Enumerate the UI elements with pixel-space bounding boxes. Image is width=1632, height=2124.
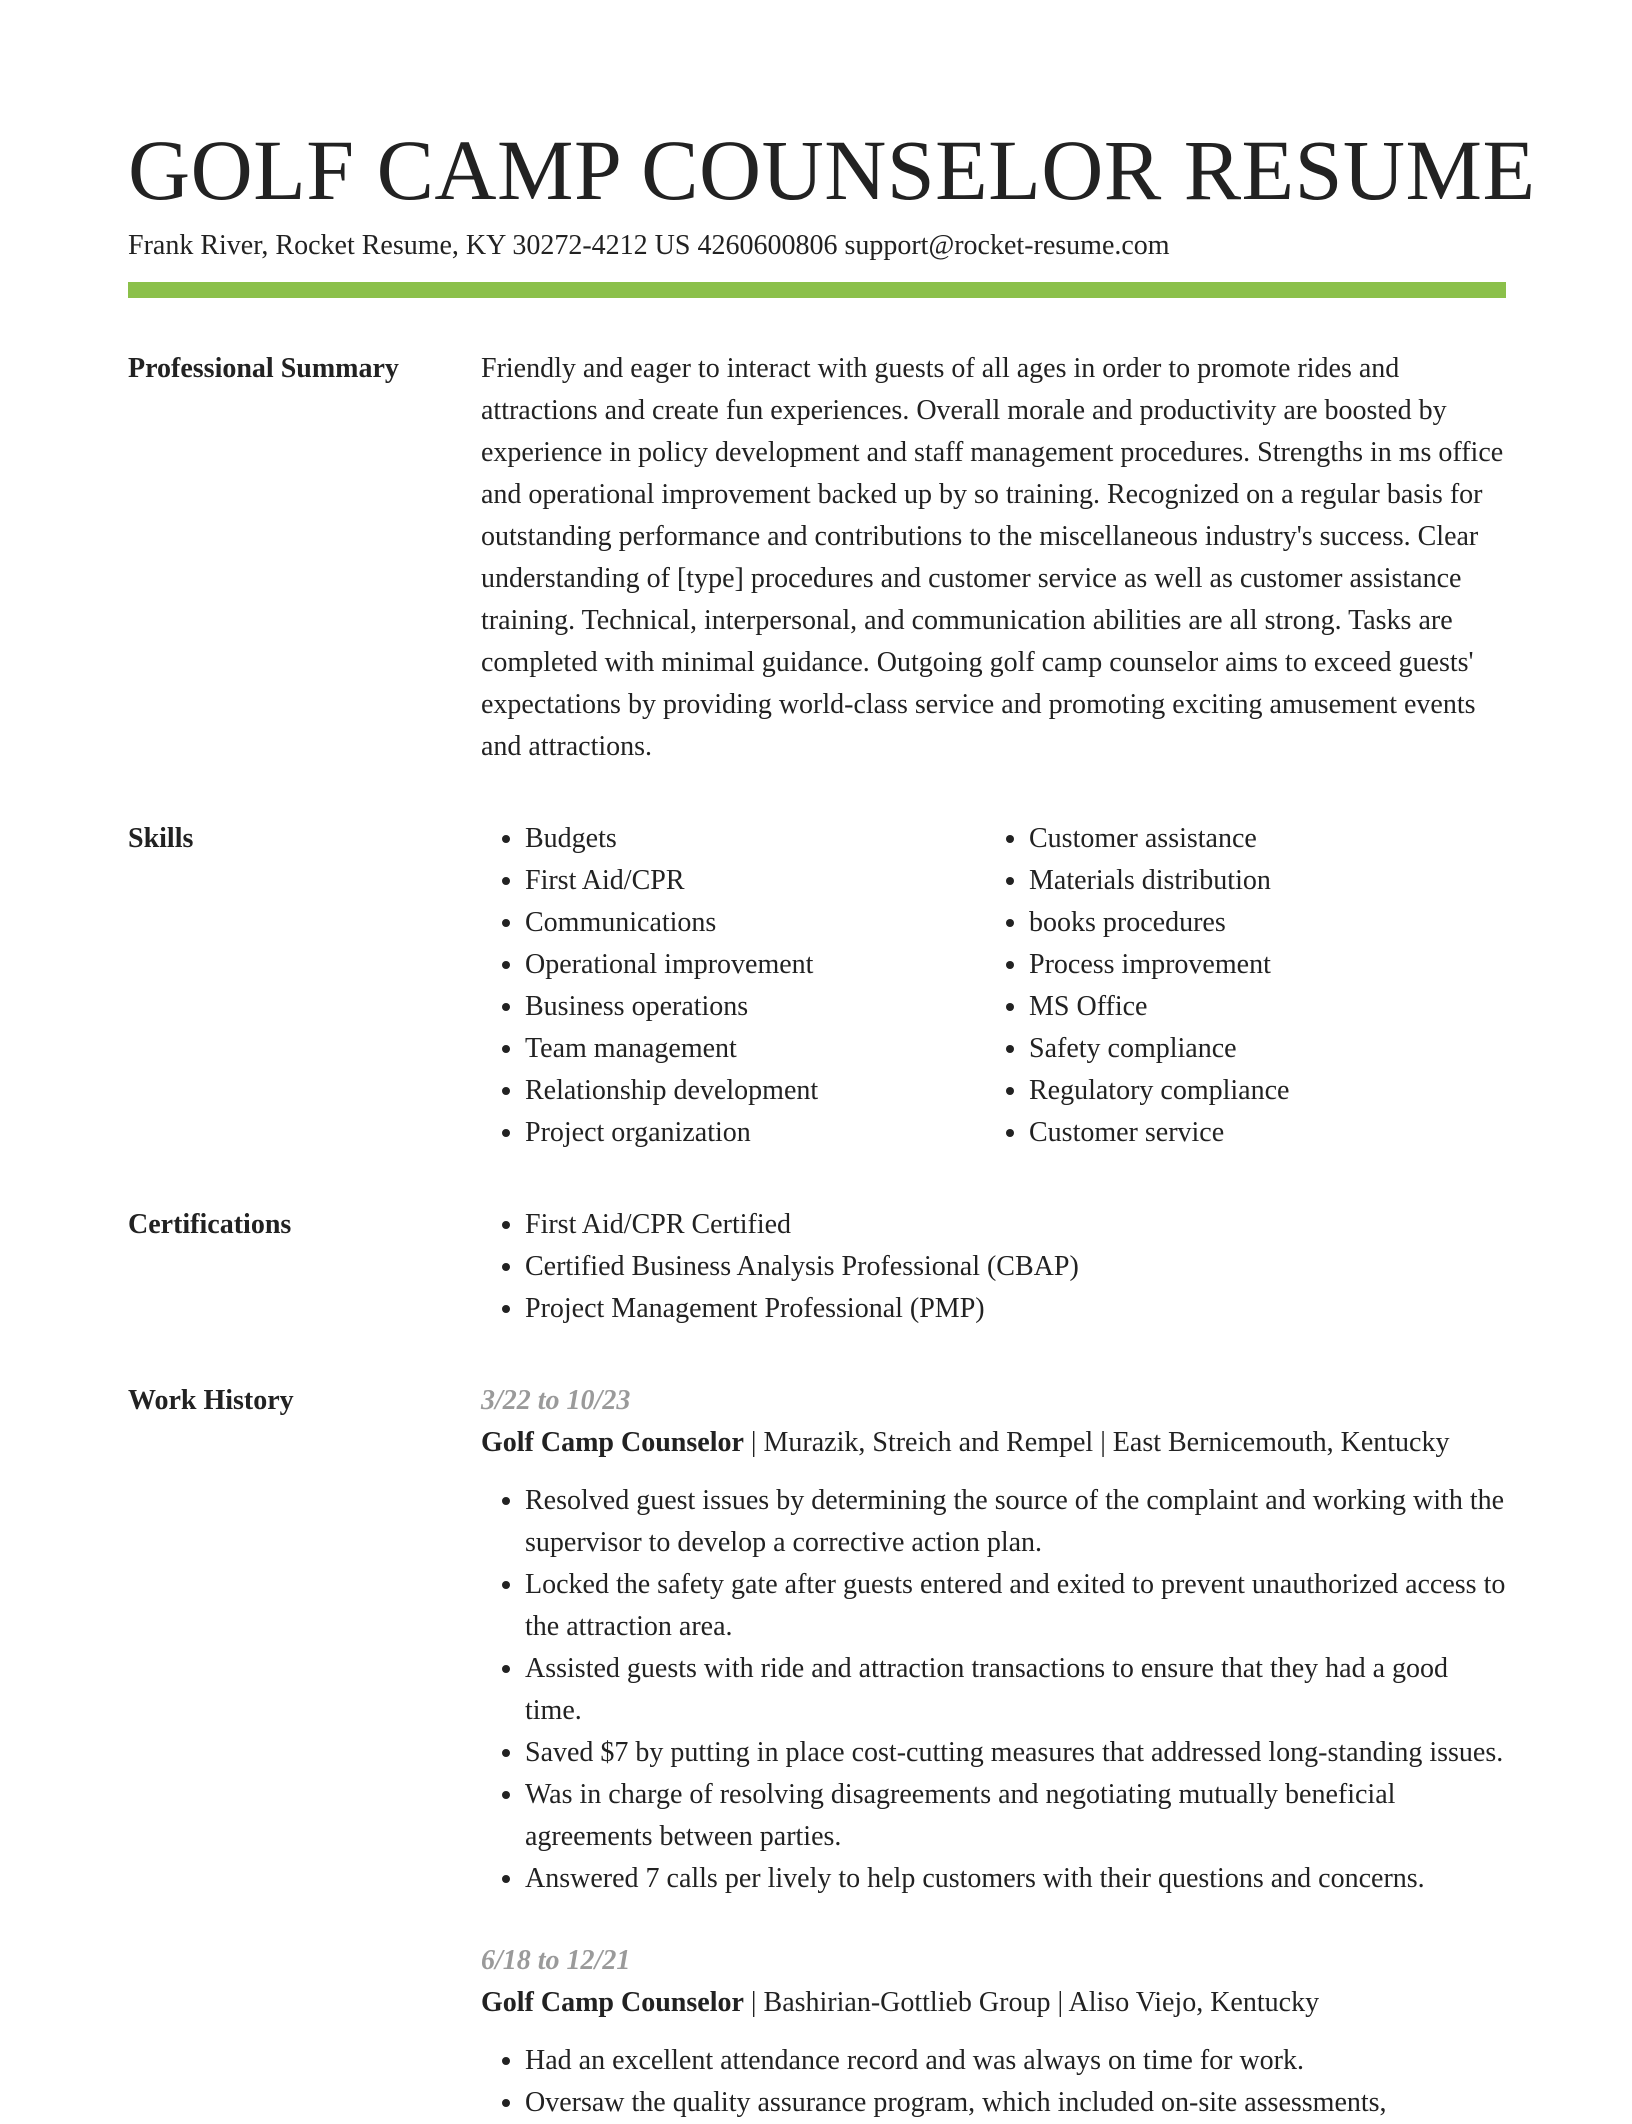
job-details: | Bashirian-Gottlieb Group | Aliso Viejo, Kentucky xyxy=(743,1987,1320,2018)
list-item: • Customer assistance xyxy=(1029,818,1506,860)
list-item: • Team management xyxy=(525,1028,985,1070)
list-item: • Materials distribution xyxy=(1029,860,1506,902)
skills-label: Skills xyxy=(128,823,194,854)
job-entry xyxy=(481,1380,1506,1900)
work-history-label: Work History xyxy=(128,1385,294,1416)
job-dates: 3/22 to 10/23 xyxy=(481,1385,631,1416)
summary-label: Professional Summary xyxy=(128,353,399,384)
list-item: • Resolved guest issues by determining the source of the complaint and working with the supervisor to develop a corrective action plan. xyxy=(525,1480,1506,1564)
list-item: • Customer service xyxy=(1029,1112,1506,1154)
list-item: • Project Management Professional (PMP) xyxy=(525,1288,1506,1330)
job-entry xyxy=(481,1940,1506,2124)
resume-page xyxy=(128,120,1536,2124)
list-item: • Operational improvement xyxy=(525,944,985,986)
certifications-section xyxy=(128,1204,1506,1330)
certifications-label: Certifications xyxy=(128,1209,292,1240)
list-item: • Assisted guests with ride and attraction transactions to ensure that they had a good time. xyxy=(525,1648,1506,1732)
list-item: • Communications xyxy=(525,902,985,944)
job-title: Golf Camp Counselor xyxy=(481,1987,744,2018)
job-heading xyxy=(481,1422,1506,1464)
list-item: • Oversaw the quality assurance program, which included on-site assessments, xyxy=(525,2082,1506,2124)
list-item: • Project organization xyxy=(525,1112,985,1154)
work-history-body xyxy=(481,1380,1506,2124)
skills-body xyxy=(481,818,1506,1154)
work-history-section xyxy=(128,1380,1506,2124)
list-item: • Process improvement xyxy=(1029,944,1506,986)
certifications-body xyxy=(481,1204,1506,1330)
list-item: • Certified Business Analysis Professional (CBAP) xyxy=(525,1246,1506,1288)
list-item: • First Aid/CPR Certified xyxy=(525,1204,1506,1246)
job-bullets xyxy=(481,1480,1506,1900)
list-item: • books procedures xyxy=(1029,902,1506,944)
job-details: | Murazik, Streich and Rempel | East Bernicemouth, Kentucky xyxy=(743,1427,1450,1458)
accent-divider xyxy=(128,282,1506,298)
skills-section xyxy=(128,818,1506,1154)
list-item: • Business operations xyxy=(525,986,985,1028)
job-title: Golf Camp Counselor xyxy=(481,1427,744,1458)
resume-title: GOLF CAMP COUNSELOR RESUME xyxy=(128,122,1536,218)
list-item: • Safety compliance xyxy=(1029,1028,1506,1070)
job-bullets xyxy=(481,2040,1506,2124)
job-heading xyxy=(481,1982,1506,2024)
list-item: • First Aid/CPR xyxy=(525,860,985,902)
list-item: • Was in charge of resolving disagreements and negotiating mutually beneficial agreements between parties. xyxy=(525,1774,1506,1858)
list-item: • MS Office xyxy=(1029,986,1506,1028)
list-item: • Locked the safety gate after guests entered and exited to prevent unauthorized access to the attraction area. xyxy=(525,1564,1506,1648)
list-item: • Had an excellent attendance record and was always on time for work. xyxy=(525,2040,1506,2082)
list-item: • Regulatory compliance xyxy=(1029,1070,1506,1112)
summary-section xyxy=(128,348,1506,768)
summary-text: Friendly and eager to interact with guests of all ages in order to promote rides and attractions and create fun experiences. Overall morale and productivity are boosted by experience in policy development and staff management procedures. Strengths in ms office and operational improvement backed up by so training. Recognized on a regular basis for outstanding performance and contributions to the miscellaneous industry's success. Clear understanding of [type] procedures and customer service as well as customer assistance training. Technical, interpersonal, and communication abilities are all strong. Tasks are completed with minimal guidance. Outgoing golf camp counselor aims to exceed guests' expectations by providing world-class service and promoting exciting amusement events and attractions. xyxy=(481,353,1504,762)
skills-list-left xyxy=(481,818,985,1154)
certifications-list xyxy=(481,1204,1506,1330)
list-item: • Budgets xyxy=(525,818,985,860)
contact-line: Frank River, Rocket Resume, KY 30272-4212 US 4260600806 support@rocket-resume.com xyxy=(128,230,1170,261)
job-dates: 6/18 to 12/21 xyxy=(481,1945,631,1976)
list-item: • Saved $7 by putting in place cost-cutting measures that addressed long-standing issues. xyxy=(525,1732,1506,1774)
list-item: • Answered 7 calls per lively to help customers with their questions and concerns. xyxy=(525,1858,1506,1900)
summary-body xyxy=(481,348,1506,768)
list-item: • Relationship development xyxy=(525,1070,985,1112)
skills-list-right xyxy=(985,818,1506,1154)
